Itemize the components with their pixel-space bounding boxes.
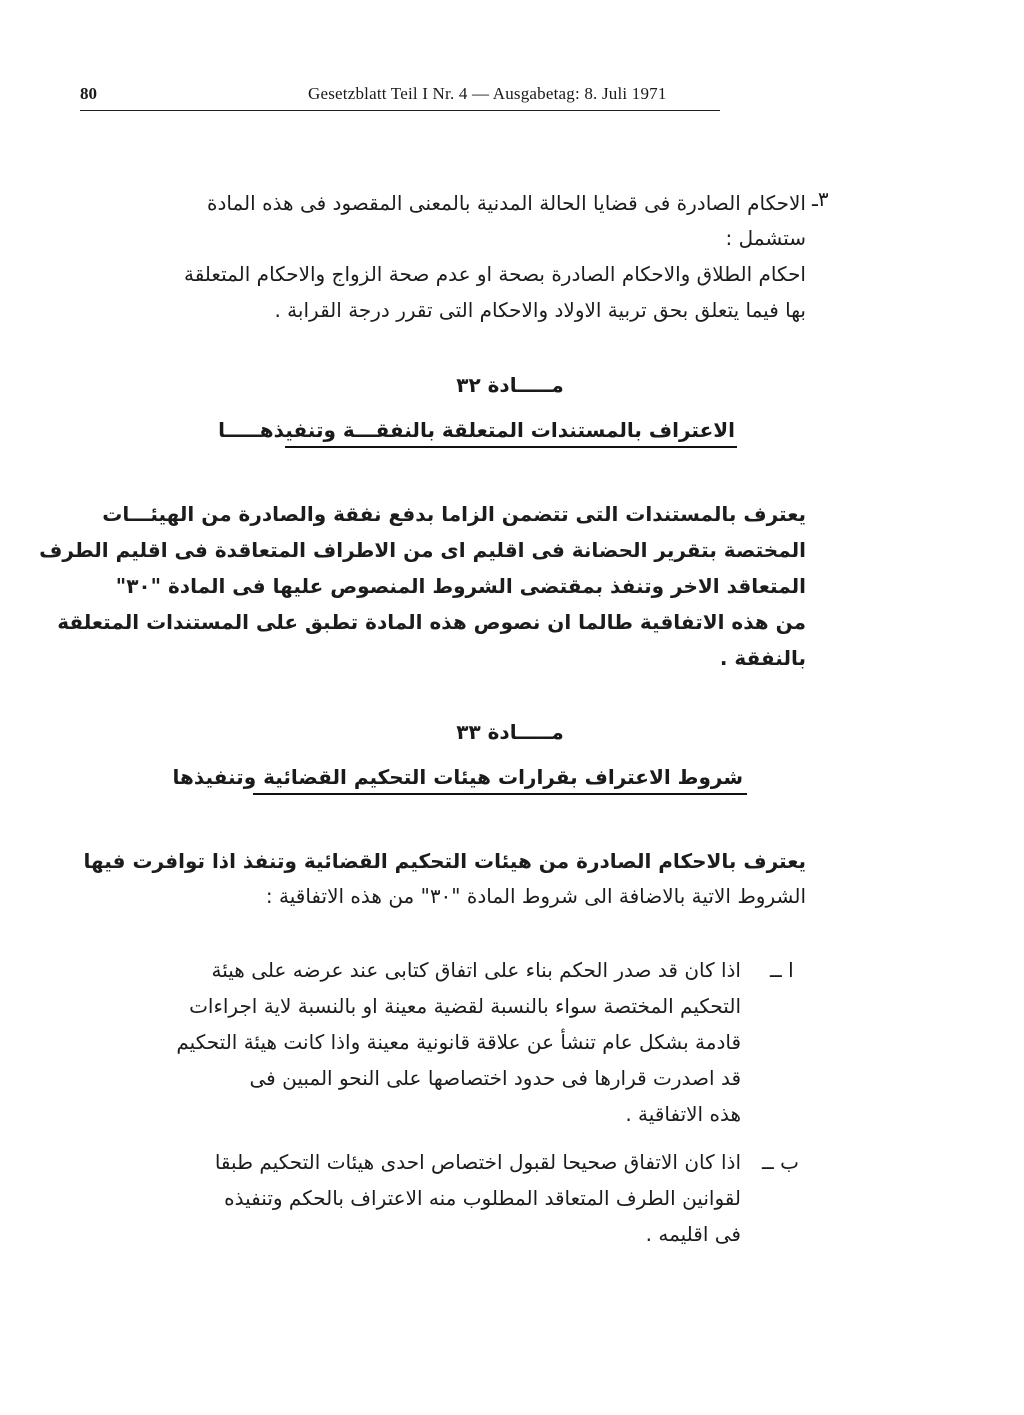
article-32-line-1: يعترف بالمستندات التى تتضمن الزاما بدفع نفقة والصادرة من الهيئـــات <box>102 502 806 526</box>
article-33-title: شروط الاعتراف بقرارات هيئات التحكيم القضائية وتنفيذها <box>172 765 743 789</box>
item-3-line-1: الاحكام الصادرة فى قضايا الحالة المدنية بالمعنى المقصود فى هذه المادة <box>207 191 806 215</box>
item-a-line-1: اذا كان قد صدر الحكم بناء على اتفاق كتابى عند عرضه على هيئة <box>211 958 741 982</box>
article-32-line-4: من هذه الاتفاقية طالما ان نصوص هذه المادة تطبق على المستندات المتعلقة <box>57 610 806 634</box>
article-32-title: الاعتراف بالمستندات المتعلقة بالنفقـــة وتنفيذهـــــا <box>218 418 735 442</box>
item-3-line-3: احكام الطلاق والاحكام الصادرة بصحة او عدم صحة الزواج والاحكام المتعلقة <box>183 262 806 286</box>
item-a-line-5: هذه الاتفاقية . <box>625 1102 741 1126</box>
item-3-line-2: ستشمل : <box>725 226 806 250</box>
item-3-marker: ٣ـ <box>812 187 829 211</box>
item-a-line-4: قد اصدرت قرارها فى حدود اختصاصها على النحو المبين فى <box>249 1066 741 1090</box>
article-32-line-3: المتعاقد الاخر وتنفذ بمقتضى الشروط المنصوص عليها فى المادة "٣٠" <box>115 574 806 598</box>
item-b-line-3: فى اقليمه . <box>645 1222 741 1246</box>
article-33-intro-line-2: الشروط الاتية بالاضافة الى شروط المادة "٣٠" من هذه الاتفاقية : <box>265 884 806 908</box>
item-b-marker: ب ــ <box>762 1150 799 1174</box>
article-32-line-2: المختصة بتقرير الحضانة فى اقليم اى من الاطراف المتعاقدة فى اقليم الطرف <box>39 538 806 562</box>
article-32-line-5: بالنفقة . <box>719 646 806 670</box>
page-number: 80 <box>80 84 97 103</box>
item-a-line-2: التحكيم المختصة سواء بالنسبة لقضية معينة او بالنسبة لاية اجراءات <box>189 994 741 1018</box>
item-3-line-4: بها فيما يتعلق بحق تربية الاولاد والاحكام التى تقرر درجة القرابة . <box>274 298 806 322</box>
item-a-marker: ا ــ <box>770 958 794 982</box>
running-head: Gesetzblatt Teil I Nr. 4 — Ausgabetag: 8. Juli 1971 <box>308 84 667 103</box>
article-33-number: مـــــادة ٣٣ <box>456 720 564 744</box>
header-divider <box>80 110 720 111</box>
item-b-line-2: لقوانين الطرف المتعاقد المطلوب منه الاعتراف بالحكم وتنفيذه <box>224 1186 741 1210</box>
article-33-title-underline <box>253 793 747 795</box>
article-32-title-underline <box>285 446 737 448</box>
item-b-line-1: اذا كان الاتفاق صحيحا لقبول اختصاص احدى هيئات التحكيم طبقا <box>214 1150 741 1174</box>
article-33-intro-line-1: يعترف بالاحكام الصادرة من هيئات التحكيم القضائية وتنفذ اذا توافرت فيها <box>83 849 806 873</box>
article-32-number: مـــــادة ٣٢ <box>456 373 564 397</box>
item-a-line-3: قادمة بشكل عام تنشأ عن علاقة قانونية معينة واذا كانت هيئة التحكيم <box>176 1030 741 1054</box>
